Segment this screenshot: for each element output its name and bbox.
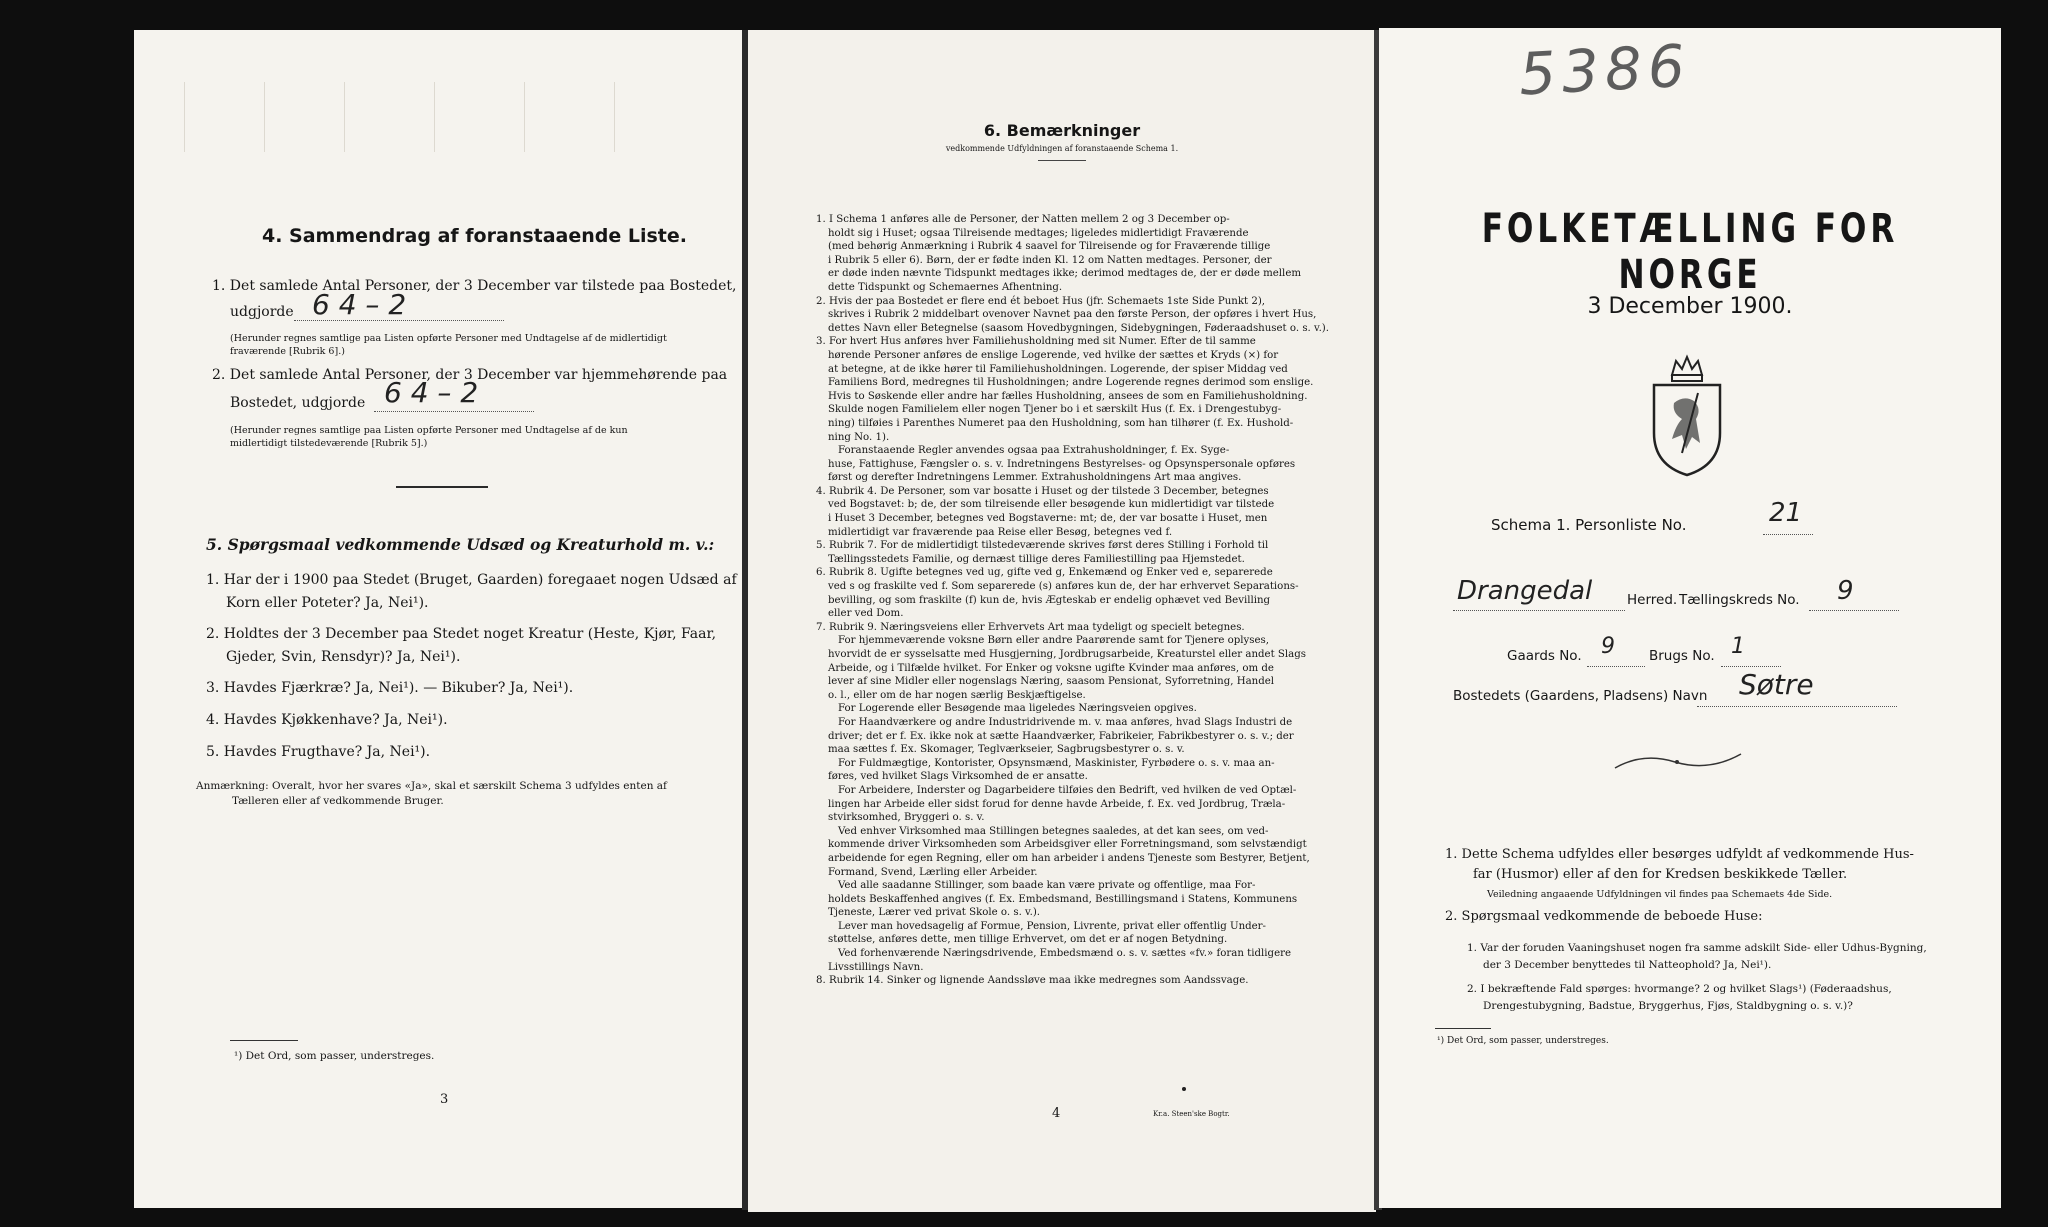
archive-number: 5386 xyxy=(1517,31,1693,109)
remark-line: For Arbeidere, Inderster og Dagarbeidere tilføies den Bedrift, ved hvilken de ved Optæl- xyxy=(838,784,1297,796)
remarks-text-block xyxy=(816,213,1336,988)
s4-q1-note-1: (Herunder regnes samtlige paa Listen opførte Personer med Undtagelse af de midlertidigt xyxy=(230,333,667,344)
kreds-line xyxy=(1809,610,1899,611)
remark-line: støttelse, anføres dette, men tillige Erhvervet, om det er af nogen Betydning. xyxy=(828,934,1228,946)
remark-line: Formand, Svend, Lærling eller Arbeider. xyxy=(828,866,1038,878)
section-5-title: 5. Spørgsmaal vedkommende Udsæd og Kreaturhold m. v.: xyxy=(206,535,715,554)
s5-q3: 3. Havdes Fjærkræ? Ja, Nei¹). — Bikuber? Ja, Nei¹). xyxy=(206,680,574,696)
item-2-2-line-1: 2. I bekræftende Fald spørges: hvormange? 2 og hvilket Slags¹) (Føderaadshus, xyxy=(1467,983,1892,995)
page-left xyxy=(134,30,746,1208)
footnote-rule xyxy=(1435,1028,1491,1029)
remark-line: Arbeide, og i Tilfælde hvilket. For Enker og voksne ugifte Kvinder maa anføres, om de xyxy=(828,662,1274,674)
remark-line: Hvis to Søskende eller andre har fælles Husholdning, ansees de som en Familiehusholdning. xyxy=(828,390,1308,402)
gaards-line xyxy=(1587,666,1645,667)
footnote: ¹) Det Ord, som passer, understreges. xyxy=(234,1050,435,1062)
remark-line: Familiens Bord, medregnes til Husholdningen; andre Logerende regnes derimod som enslige. xyxy=(828,377,1314,389)
remark-line: Ved forhenværende Næringsdrivende, Embedsmænd o. s. v. sættes «fv.» foran tidligere xyxy=(838,948,1292,960)
footnote-rule xyxy=(230,1040,298,1041)
s4-q2-note-2: midlertidigt tilstedeværende [Rubrik 5].) xyxy=(230,438,428,449)
remark-line: For hjemmeværende voksne Børn eller andre Paarørende samt for Tjenere oplyses, xyxy=(838,635,1270,647)
page-middle xyxy=(748,30,1376,1212)
schema-number-line xyxy=(1763,534,1813,535)
remark-line: ning) tilføies i Parenthes Numeret paa den Husholdning, som han tilhører (f. Ex. Hushold- xyxy=(828,417,1294,429)
s4-q1-handwritten-count: 6 4 – 2 xyxy=(312,288,407,321)
remark-line: 1. I Schema 1 anføres alle de Personer, der Natten mellem 2 og 3 December op- xyxy=(816,214,1230,225)
brugs-number: 1 xyxy=(1731,634,1745,659)
page-right xyxy=(1379,28,2001,1208)
section-6-title: 6. Bemærkninger xyxy=(983,121,1141,140)
page-number: 4 xyxy=(1052,1106,1061,1121)
remark-line: ning No. 1). xyxy=(828,431,890,443)
remark-line: at betegne, at de ikke hører til Familiehusholdningen. Logerende, der spiser Middag ved xyxy=(828,363,1288,375)
brugs-line xyxy=(1721,666,1781,667)
remark-line: Tjeneste, Lærer ved privat Skole o. s. v.). xyxy=(828,907,1041,919)
item-2-2-line-2: Drengestubygning, Badstue, Bryggerhus, Fjøs, Staldbygning o. s. v.)? xyxy=(1483,1000,1853,1012)
s5-q4: 4. Havdes Kjøkkenhave? Ja, Nei¹). xyxy=(206,712,448,728)
remark-line: ved Bogstavet: b; de, der som tilreisende eller besøgende kun midlertidigt var tilstede xyxy=(828,499,1275,511)
section-4-title: 4. Sammendrag af foranstaaende Liste. xyxy=(262,225,687,247)
remark-line: lingen har Arbeide eller sidst forud for denne havde Arbeide, f. Ex. ved Jordbrug, Træla- xyxy=(828,798,1286,810)
title-rule xyxy=(1038,160,1086,161)
remark-line: 4. Rubrik 4. De Personer, som var bosatte i Huset og der tilstede 3 December, betegnes xyxy=(816,485,1269,497)
remark-line: arbeidende for egen Regning, eller om han arbeider i andens Tjeneste som Bestyrer, Betjent, xyxy=(828,852,1310,864)
remark-line: holdets Beskaffenhed angives (f. Ex. Embedsmand, Bestillingsmand i Statens, Kommunens xyxy=(828,893,1298,905)
remark-line: er døde inden nævnte Tidspunkt medtages ikke; derimod medtages de, der er døde mellem xyxy=(828,268,1302,280)
s4-q2-line2: Bostedet, udgjorde xyxy=(230,395,366,411)
remark-line: For Fuldmægtige, Kontorister, Opsynsmænd, Maskinister, Fyrbødere o. s. v. maa an- xyxy=(838,757,1275,769)
bosted-label: Bostedets (Gaardens, Pladsens) Navn xyxy=(1453,688,1708,704)
remark-line: Foranstaaende Regler anvendes ogsaa paa Extrahusholdninger, f. Ex. Syge- xyxy=(838,445,1230,457)
personliste-number: 21 xyxy=(1769,498,1803,528)
remark-line: For Haandværkere og andre Industridrivende m. v. maa anføres, hvad Slags Industri de xyxy=(838,716,1293,728)
printer-imprint: Kr.a. Steen'ske Bogtr. xyxy=(1153,1110,1230,1118)
remark-line: dette Tidspunkt og Schemaernes Afhentning. xyxy=(828,281,1063,293)
bosted-handwritten: Søtre xyxy=(1739,668,1814,701)
remark-line: bevilling, og som fraskilte (f) kun de, hvis Ægteskab er endelig ophævet ved Bevilling xyxy=(828,594,1271,606)
herred-label: Herred. xyxy=(1627,592,1678,608)
s5-q5: 5. Havdes Frugthave? Ja, Nei¹). xyxy=(206,744,431,760)
s5-q2-line2: Gjeder, Svin, Rensdyr)? Ja, Nei¹). xyxy=(226,649,461,665)
remark-line: driver; det er f. Ex. ikke nok at sætte Haandværker, Fabrikeier, Fabrikbestyrer o. s. v.; der xyxy=(828,730,1294,742)
remark-line: føres, ved hvilket Slags Virksomhed de er ansatte. xyxy=(828,771,1088,783)
remark-line: ved s og fraskilte ved f. Som separerede (s) anføres kun de, der har erhvervet Separations- xyxy=(828,581,1299,593)
item-1-guidance: Veiledning angaaende Udfyldningen vil findes paa Schemaets 4de Side. xyxy=(1487,889,1833,900)
s5-q2-line1: 2. Holdtes der 3 December paa Stedet noget Kreatur (Heste, Kjør, Faar, xyxy=(206,626,717,642)
remark-line: maa sættes f. Ex. Skomager, Teglværkseier, Sagbrugsbestyrer o. s. v. xyxy=(828,744,1185,756)
coat-of-arms-icon xyxy=(1642,353,1732,478)
gaards-number: 9 xyxy=(1601,634,1615,659)
s4-q2-note-1: (Herunder regnes samtlige paa Listen opførte Personer med Undtagelse af de kun xyxy=(230,425,628,436)
item-1-line-1: 1. Dette Schema udfyldes eller besørges udfyldt af vedkommende Hus- xyxy=(1445,847,1914,862)
ornament-flourish-icon xyxy=(1613,748,1743,776)
remark-line-1: Anmærkning: Overalt, hvor her svares «Ja», skal et særskilt Schema 3 udfyldes enten af xyxy=(196,780,667,792)
s4-q1-line2: udgjorde xyxy=(230,304,294,320)
schema-label: Schema 1. Personliste No. xyxy=(1491,516,1687,534)
remark-line: 7. Rubrik 9. Næringsveiens eller Erhvervets Art maa tydeligt og specielt betegnes. xyxy=(816,621,1245,633)
herred-handwritten: Drangedal xyxy=(1457,576,1593,606)
item-2-title: 2. Spørgsmaal vedkommende de beboede Huse: xyxy=(1445,909,1763,924)
item-1-line-2: far (Husmor) eller af den for Kredsen beskikkede Tæller. xyxy=(1473,867,1848,882)
census-date: 3 December 1900. xyxy=(1587,294,1793,319)
s4-q2-answer-line xyxy=(374,411,534,412)
remark-line: Ved alle saadanne Stillinger, som baade kan være private og offentlige, maa For- xyxy=(838,880,1256,892)
section-6-subtitle: vedkommende Udfyldningen af foranstaaende Schema 1. xyxy=(945,144,1179,153)
ink-dot xyxy=(1182,1087,1186,1091)
remark-line: 8. Rubrik 14. Sinker og lignende Aandssløve maa ikke medregnes som Aandssvage. xyxy=(816,975,1249,987)
s5-q1-line2: Korn eller Poteter? Ja, Nei¹). xyxy=(226,595,429,611)
remark-line: hvorvidt de er sysselsatte med Husgjerning, Jordbrugsarbeide, Kreaturstel eller andet Slags xyxy=(828,649,1306,660)
remark-line: i Huset 3 December, betegnes ved Bogstaverne: mt; de, der var bosatte i Huset, men xyxy=(828,513,1268,525)
remark-line: Ved enhver Virksomhed maa Stillingen betegnes saaledes, at det kan sees, om ved- xyxy=(838,825,1269,837)
remark-line: Livsstillings Navn. xyxy=(828,961,924,973)
remark-line: huse, Fattighuse, Fængsler o. s. v. Indretningens Bestyrelses- og Opsynspersonale opføres xyxy=(828,458,1296,470)
remark-line: eller ved Dom. xyxy=(828,608,904,620)
remark-line: lever af sine Midler eller nogenslags Næring, saasom Pensionat, Syforretning, Handel xyxy=(828,676,1275,688)
s4-q2-handwritten-count: 6 4 – 2 xyxy=(384,376,479,409)
kreds-number: 9 xyxy=(1837,576,1854,606)
s4-q1-line1: 1. Det samlede Antal Personer, der 3 December var tilstede paa Bostedet, xyxy=(212,278,737,294)
footnote: ¹) Det Ord, som passer, understreges. xyxy=(1437,1036,1609,1046)
remark-line: skrives i Rubrik 2 middelbart ovenover Navnet paa den første Person, der opføres i hvert Hus, xyxy=(828,309,1317,321)
remark-line: 5. Rubrik 7. For de midlertidigt tilstedeværende skrives først deres Stilling i Forhold til xyxy=(816,540,1269,552)
remark-line: 2. Hvis der paa Bostedet er flere end ét beboet Hus (jfr. Schemaets 1ste Side Punkt 2), xyxy=(816,295,1266,307)
remark-line: Lever man hovedsagelig af Formue, Pension, Livrente, privat eller offentlig Under- xyxy=(838,920,1266,932)
remark-line: For Logerende eller Besøgende maa ligeledes Næringsveien opgives. xyxy=(838,703,1197,715)
s4-q2-line1: 2. Det samlede Antal Personer, der 3 December var hjemmehørende paa xyxy=(212,367,728,383)
remark-line: midlertidigt var fraværende paa Reise eller Besøg, betegnes ved f. xyxy=(828,526,1173,538)
brugs-label: Brugs No. xyxy=(1649,648,1715,664)
section-divider xyxy=(396,486,488,488)
remark-line: i Rubrik 5 eller 6). Børn, der er fødte inden Kl. 12 om Natten medtages. Personer, der xyxy=(828,254,1272,266)
remark-line: o. l., eller om de har nogen særlig Beskjæftigelse. xyxy=(828,689,1086,701)
census-title: FOLKETÆLLING FOR NORGE xyxy=(1481,206,1899,298)
s5-q1-line1: 1. Har der i 1900 paa Stedet (Bruget, Gaarden) foregaaet nogen Udsæd af xyxy=(206,572,737,588)
remark-line: Tællingsstedets Familie, og dernæst tillige deres Familiestilling paa Hjemstedet. xyxy=(828,553,1245,565)
s4-q1-note-2: fraværende [Rubrik 6].) xyxy=(230,346,345,357)
remark-line: kommende driver Virksomheden som Arbeidsgiver eller Forretningsmand, som selvstændigt xyxy=(828,839,1307,851)
remark-line: hørende Personer anføres de enslige Logerende, ved hvilke der sættes et Kryds (×) for xyxy=(828,349,1279,361)
kreds-label: Tællingskreds No. xyxy=(1679,592,1800,608)
remark-line: først og derefter Indretningens Lemmer. Extrahusholdningens Art maa angives. xyxy=(828,472,1242,484)
gaards-label: Gaards No. xyxy=(1507,648,1582,664)
remark-line: Skulde nogen Familielem eller nogen Tjener bo i et særskilt Hus (f. Ex. i Drengestubyg- xyxy=(828,404,1282,416)
remark-line: (med behørig Anmærkning i Rubrik 4 saavel for Tilreisende og for Fraværende tillige xyxy=(828,241,1271,253)
bleed-through-grid xyxy=(144,82,730,152)
remark-line: holdt sig i Huset; ogsaa Tilreisende medtages; ligeledes midlertidigt Fraværende xyxy=(828,227,1249,239)
remark-line: stvirksomhed, Bryggeri o. s. v. xyxy=(828,812,985,824)
remark-line: 3. For hvert Hus anføres hver Familiehusholdning med sit Numer. Efter de til samme xyxy=(816,336,1256,348)
page-number: 3 xyxy=(440,1092,449,1107)
remark-line-2: Tælleren eller af vedkommende Bruger. xyxy=(232,795,444,807)
item-2-1-line-1: 1. Var der foruden Vaaningshuset nogen fra samme adskilt Side- eller Udhus-Bygning, xyxy=(1467,942,1927,954)
herred-line xyxy=(1453,610,1625,611)
remark-line: dettes Navn eller Betegnelse (saasom Hovedbygningen, Sidebygningen, Føderaadshuset o. s. v.). xyxy=(828,322,1330,334)
bosted-line xyxy=(1697,706,1897,707)
item-2-1-line-2: der 3 December benyttedes til Natteophold? Ja, Nei¹). xyxy=(1483,959,1772,971)
remark-line: 6. Rubrik 8. Ugifte betegnes ved ug, gifte ved g, Enkemænd og Enker ved e, separerede xyxy=(816,567,1273,579)
